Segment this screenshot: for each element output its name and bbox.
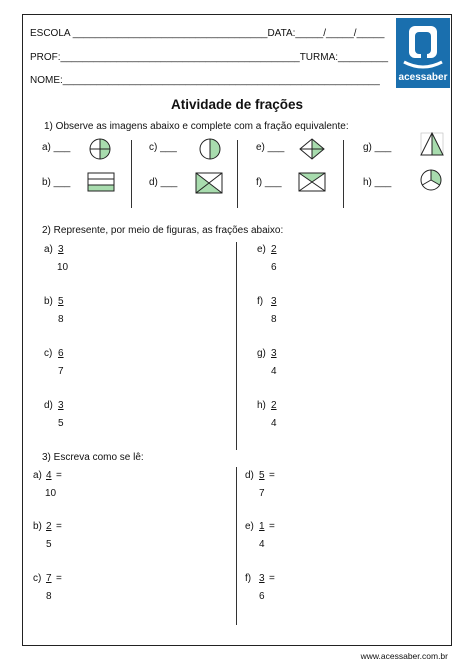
q3-item-d-label: d) (245, 470, 254, 481)
footer-url[interactable]: www.acessaber.com.br (360, 651, 448, 661)
q3-item-f-label: f) (245, 573, 252, 584)
q2-item-f-numerator: 3 (271, 296, 277, 307)
q3-item-b-denominator: 5 (46, 539, 52, 550)
square-x-icon (195, 172, 223, 194)
q1-divider (131, 140, 132, 208)
q2-item-d-denominator: 5 (58, 418, 64, 429)
q3-item-a-label: a) (33, 470, 42, 481)
q2-item-f-label: f) (257, 296, 264, 307)
q1-divider (237, 140, 238, 208)
q3-item-e-numerator: 1 (259, 521, 265, 532)
page-title: Atividade de frações (170, 97, 304, 112)
q2-item-h-denominator: 4 (271, 418, 277, 429)
q2-item-h-label: h) (257, 400, 266, 411)
circle-thirds-icon (419, 168, 443, 192)
q2-item-e-numerator: 2 (271, 244, 277, 255)
q2-item-b-label: b) (44, 296, 53, 307)
q2-item-h-numerator: 2 (271, 400, 277, 411)
q1-item-d-answer[interactable]: d) ___ (149, 177, 178, 188)
q1-item-a-answer[interactable]: a) ___ (42, 142, 71, 153)
q3-item-a-numerator: 4 (46, 470, 52, 481)
q3-item-b-numerator: 2 (46, 521, 52, 532)
circle-half-icon (198, 137, 222, 161)
q1-item-f-answer[interactable]: f) ___ (256, 177, 282, 188)
circle-quarters-icon (88, 137, 112, 161)
school-field[interactable]: ESCOLA ___________________________________DATA:_____/_____/_____ (30, 28, 385, 39)
q2-item-c-numerator: 6 (58, 348, 64, 359)
q3-item-d-numerator: 5 (259, 470, 265, 481)
q2-item-b-numerator: 5 (58, 296, 64, 307)
q2-item-b-denominator: 8 (58, 314, 64, 325)
q3-item-e-label: e) (245, 521, 254, 532)
q3-item-d-denominator: 7 (259, 488, 265, 499)
q2-item-a-numerator: 3 (58, 244, 64, 255)
q3-item-c-numerator: 7 (46, 573, 52, 584)
diamond-quarters-icon (298, 137, 326, 161)
q2-item-c-label: c) (44, 348, 53, 359)
q3-item-e-denominator: 4 (259, 539, 265, 550)
q3-item-a-equals: = (56, 470, 62, 481)
question-3-prompt: 3) Escreva como se lê: (42, 452, 144, 463)
acessaber-logo (396, 18, 450, 88)
rectangle-stripes-icon (87, 172, 115, 192)
q3-item-f-denominator: 6 (259, 591, 265, 602)
q2-item-a-denominator: 10 (57, 262, 69, 273)
triangle-half-icon (419, 131, 445, 157)
q2-divider (236, 242, 237, 450)
q1-divider (343, 140, 344, 208)
q2-item-e-label: e) (257, 244, 266, 255)
q1-item-e-answer[interactable]: e) ___ (256, 142, 285, 153)
q3-item-c-denominator: 8 (46, 591, 52, 602)
q3-item-e-equals: = (269, 521, 275, 532)
q3-item-d-equals: = (269, 470, 275, 481)
q1-item-h-answer[interactable]: h) ___ (363, 177, 392, 188)
q3-divider (236, 467, 237, 625)
q3-item-c-equals: = (56, 573, 62, 584)
q2-item-a-label: a) (44, 244, 53, 255)
square-x-top-icon (298, 172, 326, 192)
q2-item-f-denominator: 8 (271, 314, 277, 325)
q3-item-f-equals: = (269, 573, 275, 584)
q3-item-f-numerator: 3 (259, 573, 265, 584)
q1-item-g-answer[interactable]: g) ___ (363, 142, 392, 153)
q3-item-b-label: b) (33, 521, 42, 532)
q2-item-d-label: d) (44, 400, 53, 411)
name-field[interactable]: NOME:_________________________________________________________ (30, 75, 380, 86)
q2-item-g-label: g) (257, 348, 266, 359)
q1-item-c-answer[interactable]: c) ___ (149, 142, 177, 153)
q3-item-c-label: c) (33, 573, 42, 584)
question-2-prompt: 2) Represente, por meio de figuras, as frações abaixo: (42, 225, 284, 236)
question-1-prompt: 1) Observe as imagens abaixo e complete com a fração equivalente: (44, 121, 349, 132)
q3-item-b-equals: = (56, 521, 62, 532)
q2-item-c-denominator: 7 (58, 366, 64, 377)
q1-item-b-answer[interactable]: b) ___ (42, 177, 71, 188)
q2-item-d-numerator: 3 (58, 400, 64, 411)
q2-item-g-denominator: 4 (271, 366, 277, 377)
q3-item-a-denominator: 10 (45, 488, 57, 499)
q2-item-e-denominator: 6 (271, 262, 277, 273)
logo-text: acessaber (398, 72, 448, 83)
q2-item-g-numerator: 3 (271, 348, 277, 359)
teacher-field[interactable]: PROF:___________________________________________TURMA:_________ (30, 52, 389, 63)
